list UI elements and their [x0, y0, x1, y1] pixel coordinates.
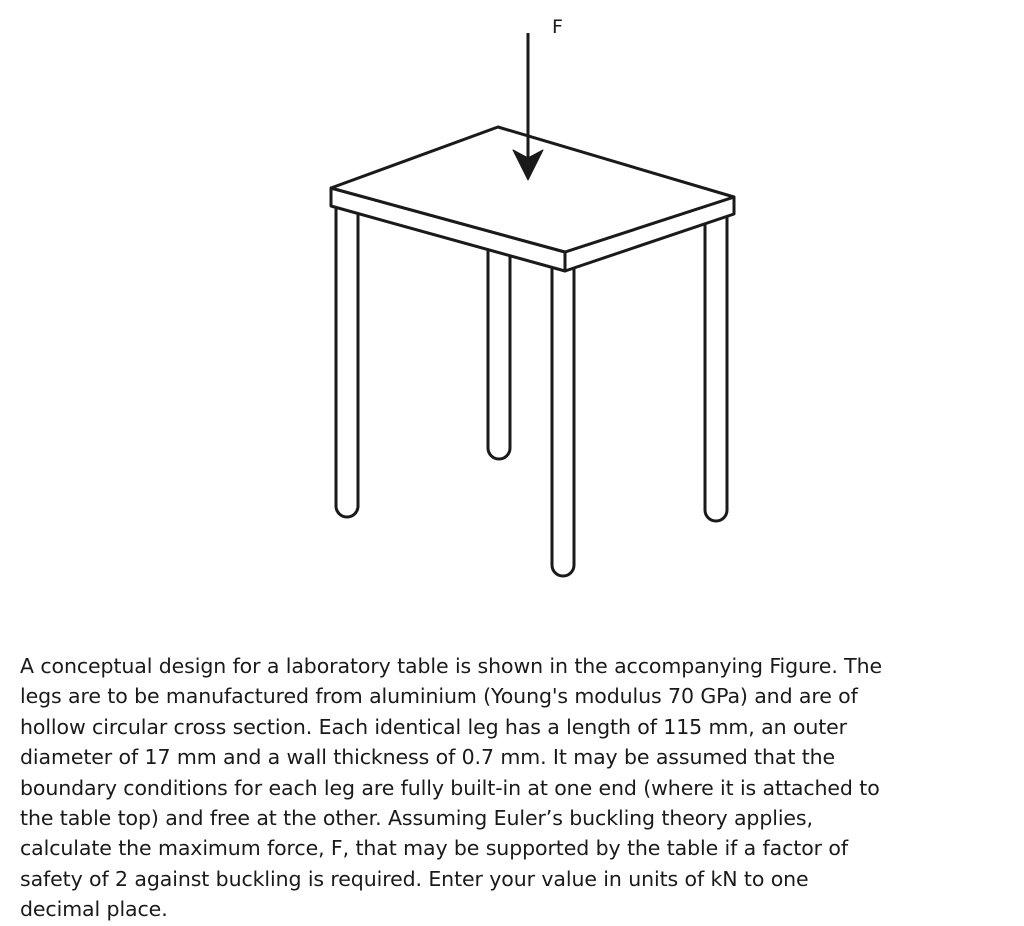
force-label: F [552, 16, 563, 38]
problem-line-7: calculate the maximum force, F, that may be supported by the table if a factor of [20, 836, 848, 861]
problem-line-8: safety of 2 against buckling is required. Enter your value in units of kN to one [20, 866, 809, 891]
problem-line-4: diameter of 17 mm and a wall thickness of 0.7 mm. It may be assumed that the [20, 745, 836, 770]
table-leg-back [488, 250, 510, 459]
problem-line-1: A conceptual design for a laboratory table is shown in the accompanying Figure. The [20, 654, 882, 678]
table-leg-left [336, 205, 358, 517]
table-leg-front [552, 258, 574, 576]
table-leg-right [705, 210, 727, 521]
problem-line-6: the table top) and free at the other. Assuming Euler’s buckling theory applies, [20, 806, 813, 831]
problem-line-5: boundary conditions for each leg are fully built-in at one end (where it is attached to [20, 775, 880, 800]
problem-line-9: decimal place. [20, 897, 168, 922]
problem-statement [20, 651, 980, 925]
problem-line-2: legs are to be manufactured from aluminium (Young's modulus 70 GPa) and are of [20, 684, 858, 709]
problem-line-3: hollow circular cross section. Each identical leg has a length of 115 mm, an outer [20, 714, 847, 739]
force-arrow [513, 33, 543, 180]
